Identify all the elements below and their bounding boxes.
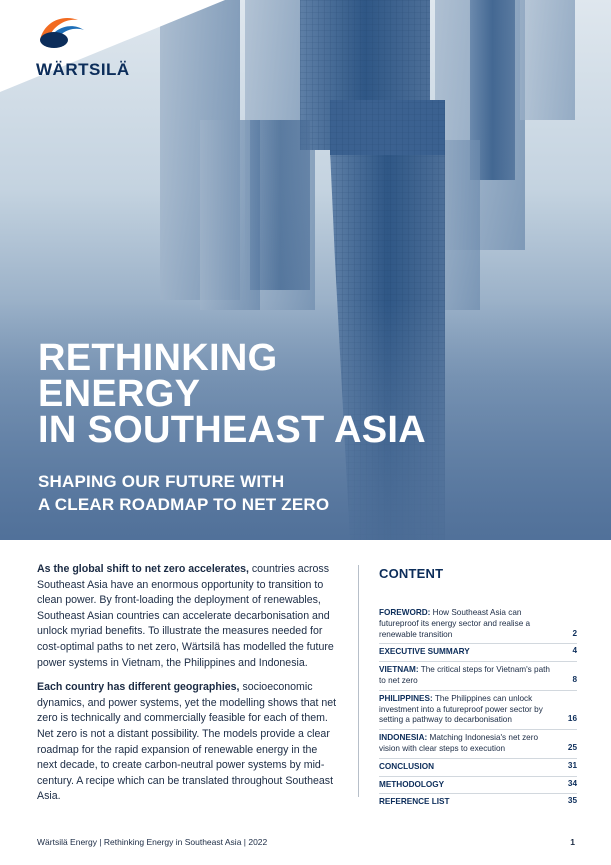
intro-text: [37, 562, 337, 814]
toc-page-number: 34: [567, 778, 577, 788]
toc-item-conclusion[interactable]: [379, 758, 577, 776]
toc-label: INDONESIA:: [379, 733, 428, 743]
intro-lead-1: As the global shift to net zero accelerates,: [37, 563, 249, 575]
toc-text: Matching Indonesia's net zero vision with clear steps to execution: [379, 733, 539, 753]
toc-item-indonesia[interactable]: [379, 729, 577, 758]
toc-label: CONCLUSION: [379, 761, 435, 771]
table-of-contents: [379, 566, 577, 811]
page-number: 1: [570, 837, 575, 847]
toc-label: PHILIPPINES:: [379, 693, 433, 703]
title-line-1: RETHINKING: [38, 337, 278, 379]
toc-page-number: 16: [567, 714, 577, 724]
title-line-2: ENERGY: [38, 373, 201, 415]
footer-text: Wärtsilä Energy | Rethinking Energy in Southeast Asia | 2022: [37, 837, 268, 847]
toc-page-number: 25: [567, 742, 577, 752]
toc-heading: CONTENT: [379, 566, 444, 581]
subtitle-line-2: A CLEAR ROADMAP TO NET ZERO: [38, 495, 330, 514]
page-footer: [37, 837, 575, 847]
intro-body-2: socioeconomic dynamics, and power systems, yet the modelling shows that net zero is technically and commercially feasible for each of them. Net zero is not a distant possibility. The models provide a clear roadmap for the rapid expansion of renewable energy in the next decade, to create carbon-neutral power systems by mid-century. A recipe which can be translated throughout Southeast Asia.: [37, 681, 337, 803]
brand-wordmark: WÄRTSILÄ: [36, 60, 130, 79]
column-divider: [358, 565, 359, 797]
toc-page-number: 8: [572, 674, 577, 684]
toc-item-vietnam[interactable]: [379, 661, 577, 690]
toc-item-foreword[interactable]: [379, 605, 577, 643]
toc-item-executive-summary[interactable]: [379, 643, 577, 661]
toc-page-number: 35: [567, 796, 577, 806]
intro-lead-2: Each country has different geographies,: [37, 681, 240, 694]
toc-text: The critical steps for Vietnam's path to net zero: [379, 665, 550, 685]
toc-label: VIETNAM:: [379, 665, 419, 675]
toc-text: The Philippines can unlock investment into a futureproof power sector by setting a pathway to decarbonisation: [379, 693, 543, 725]
toc-label: EXECUTIVE SUMMARY: [379, 647, 470, 657]
toc-label: FOREWORD:: [379, 608, 431, 617]
intro-paragraph-1: [37, 562, 337, 671]
intro-body-1: countries across Southeast Asia have an enormous opportunity to transition to clean power. By front-loading the deployment of renewables, Southeast Asian countries can accelerate decarbonisation and unlock myriad benefits. To illustrate the measures needed for cost-optimal paths to net zero, Wärtsilä has modelled the future power systems in Vietnam, the Philippines and Indonesia.: [37, 563, 334, 669]
cover-title: [38, 337, 426, 451]
toc-page-number: 31: [567, 760, 577, 770]
toc-text: How Southeast Asia can futureproof its energy sector and realise a renewable transition: [379, 608, 531, 639]
toc-item-methodology[interactable]: [379, 776, 577, 794]
toc-page-number: 4: [572, 646, 577, 656]
cover-subtitle: [38, 470, 329, 516]
toc-item-philippines[interactable]: [379, 690, 577, 729]
toc-item-reference-list[interactable]: [379, 793, 577, 811]
intro-paragraph-2: [37, 680, 337, 805]
title-line-3: IN SOUTHEAST ASIA: [38, 409, 426, 451]
subtitle-line-1: SHAPING OUR FUTURE WITH: [38, 472, 285, 491]
toc-page-number: 2: [572, 628, 577, 638]
toc-label: METHODOLOGY: [379, 779, 445, 789]
toc-label: REFERENCE LIST: [379, 797, 450, 807]
